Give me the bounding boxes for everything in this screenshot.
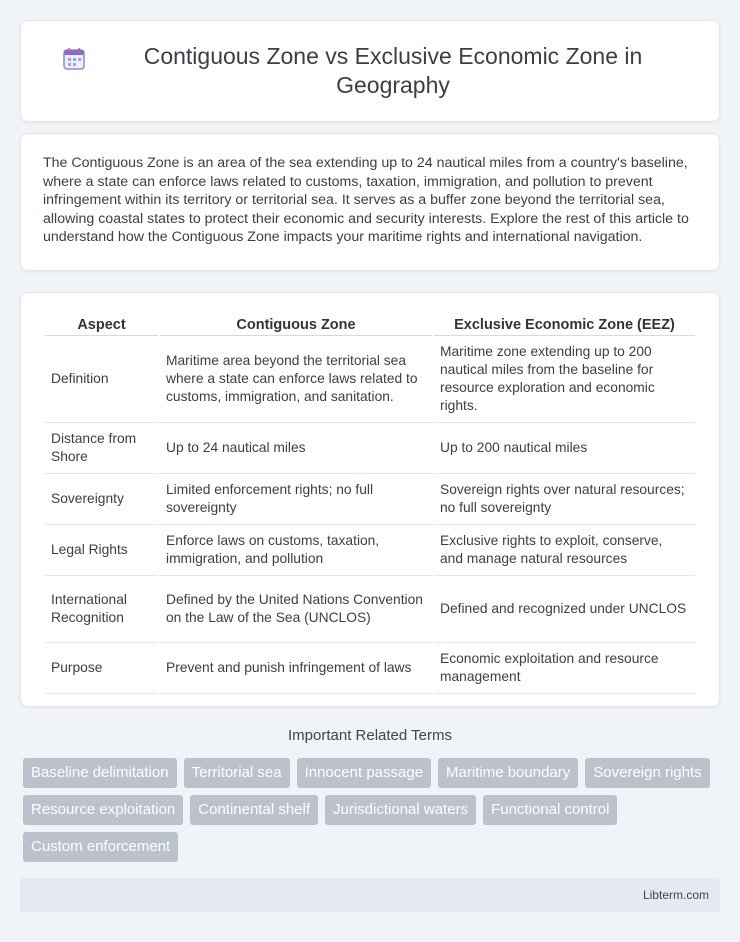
cell-eez: Sovereign rights over natural resources; no full sovereignty: [434, 474, 695, 525]
cell-eez: Exclusive rights to exploit, conserve, and manage natural resources: [434, 525, 695, 576]
tag-continental-shelf[interactable]: Continental shelf: [190, 795, 318, 825]
table-row: [45, 474, 695, 525]
tag-jurisdictional-waters[interactable]: Jurisdictional waters: [325, 795, 476, 825]
cell-eez: Up to 200 nautical miles: [434, 423, 695, 474]
tag-custom-enforcement[interactable]: Custom enforcement: [23, 832, 178, 862]
table-header-row: [45, 311, 695, 336]
cell-contiguous: Defined by the United Nations Convention on the Law of the Sea (UNCLOS): [160, 576, 432, 643]
cell-aspect: Definition: [45, 336, 158, 423]
tag-innocent-passage[interactable]: Innocent passage: [297, 758, 431, 788]
cell-contiguous: Up to 24 nautical miles: [160, 423, 432, 474]
cell-eez: Economic exploitation and resource management: [434, 643, 695, 694]
calendar-icon: [61, 46, 87, 72]
cell-contiguous: Enforce laws on customs, taxation, immigration, and pollution: [160, 525, 432, 576]
cell-aspect: International Recognition: [45, 576, 158, 643]
intro-paragraph: The Contiguous Zone is an area of the sea extending up to 24 nautical miles from a country's baseline, where a state can enforce laws related to customs, taxation, immigration, and pollution to prevent infringement within its territory or territorial sea. It serves as a buffer zone beyond the territorial sea, allowing coastal states to protect their economic and security interests. Explore the rest of this article to understand how the Contiguous Zone impacts your maritime rights and international navigation.: [43, 155, 689, 245]
header-contiguous-zone: Contiguous Zone: [160, 311, 432, 336]
cell-contiguous: Prevent and punish infringement of laws: [160, 643, 432, 694]
cell-contiguous: Maritime area beyond the territorial sea where a state can enforce laws related to customs, immigration, and sanitation.: [160, 336, 432, 423]
tag-maritime-boundary[interactable]: Maritime boundary: [438, 758, 578, 788]
tag-resource-exploitation[interactable]: Resource exploitation: [23, 795, 183, 825]
cell-aspect: Legal Rights: [45, 525, 158, 576]
header-eez: Exclusive Economic Zone (EEZ): [434, 311, 695, 336]
cell-eez: Defined and recognized under UNCLOS: [434, 576, 695, 643]
cell-aspect: Purpose: [45, 643, 158, 694]
table-row: [45, 336, 695, 423]
cell-contiguous: Limited enforcement rights; no full sovereignty: [160, 474, 432, 525]
header-aspect: Aspect: [45, 311, 158, 336]
table-row: [45, 643, 695, 694]
related-terms-section: [20, 727, 720, 862]
cell-aspect: Sovereignty: [45, 474, 158, 525]
tag-baseline-delimitation[interactable]: Baseline delimitation: [23, 758, 177, 788]
comparison-table: [43, 311, 697, 694]
table-row: [45, 423, 695, 474]
cell-aspect: Distance from Shore: [45, 423, 158, 474]
title-card: [20, 20, 720, 122]
tag-sovereign-rights[interactable]: Sovereign rights: [585, 758, 709, 788]
footer-brand-link[interactable]: Libterm.com: [642, 888, 709, 902]
table-row: [45, 576, 695, 643]
footer: [20, 878, 720, 912]
tag-functional-control[interactable]: Functional control: [483, 795, 617, 825]
related-terms-title: Important Related Terms: [288, 727, 452, 744]
page-title: Contiguous Zone vs Exclusive Economic Zone in Geography: [143, 43, 643, 98]
cell-eez: Maritime zone extending up to 200 nautical miles from the baseline for resource exploration and economic rights.: [434, 336, 695, 423]
table-row: [45, 525, 695, 576]
intro-card: [20, 133, 720, 271]
tag-territorial-sea[interactable]: Territorial sea: [184, 758, 290, 788]
related-terms-tags: [20, 758, 720, 862]
comparison-table-card: [20, 292, 720, 707]
